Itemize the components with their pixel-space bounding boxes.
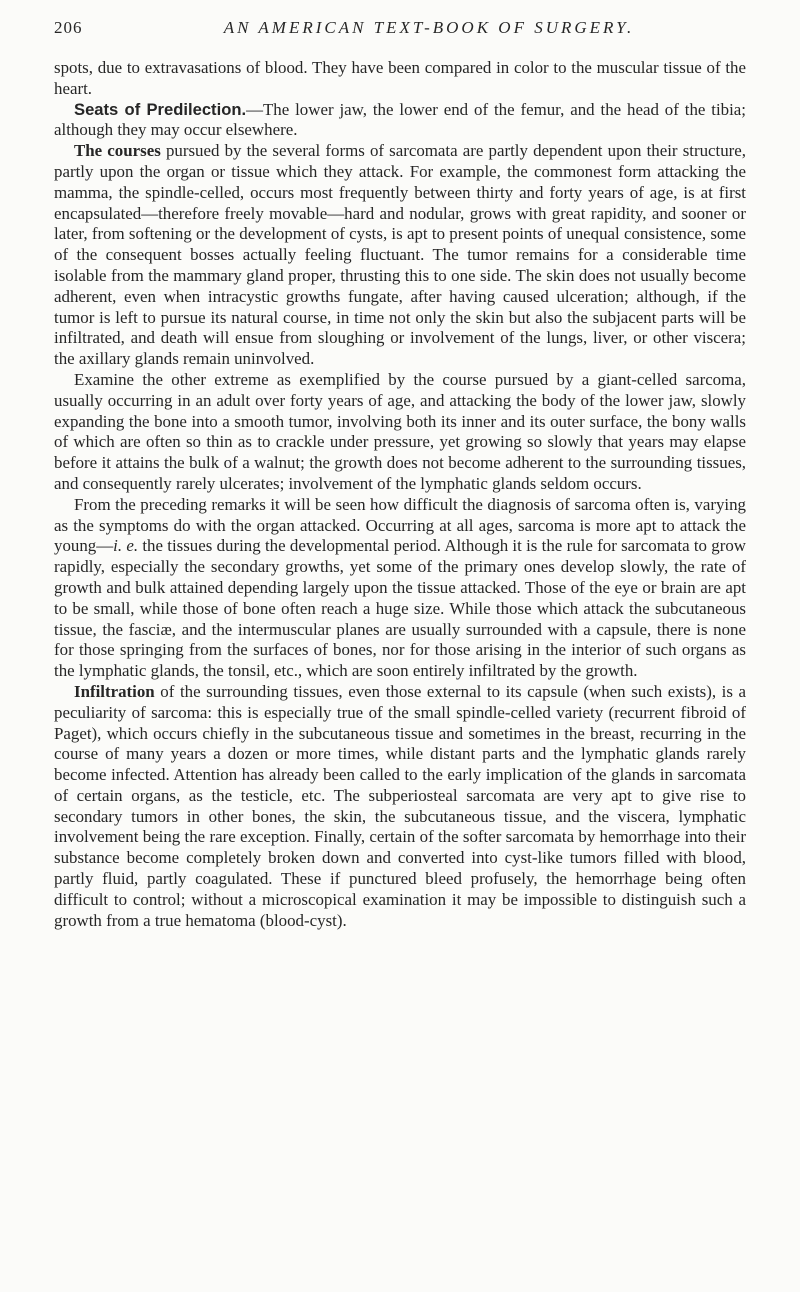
body-text — [54, 58, 746, 931]
italic-abbreviation: i. e. — [113, 536, 139, 556]
section-heading: Seats of Predilection. — [74, 99, 247, 119]
paragraph — [54, 495, 746, 682]
page-header — [54, 18, 746, 48]
paragraph — [54, 100, 746, 142]
paragraph — [54, 58, 746, 100]
paragraph — [54, 141, 746, 370]
page-number: 206 — [54, 18, 83, 37]
run-in-heading: The courses — [74, 141, 161, 161]
running-head: AN AMERICAN TEXT-BOOK OF SURGERY. — [223, 18, 635, 37]
paragraph — [54, 370, 746, 495]
run-in-heading: Infiltration — [74, 681, 155, 701]
paragraph-text: Examine the other extreme as exemplified by the course pursued by a giant-celled sarcoma, usually occurring in an adult over forty years of age, and attacking the body of the lower jaw, slowly expanding the bone into a smooth tumor, involving both its inner and its outer surface, the bony walls of which are often so thin as to crackle under pressure, yet growing so slowly that years may elapse before it attains the bulk of a walnut; the growth does not become adherent to the surrounding tissues, and consequently rarely ulcerates; involvement of the lymphatic glands seldom occurs. — [54, 369, 746, 493]
paragraph-text: pursued by the several forms of sarcomata are partly dependent upon their structure, partly upon the organ or tissue which they attack. For example, the commonest form attacking the mamma, the spindle-celled, occurs most frequently between thirty and forty years of age, is at first encapsulated—therefore freely movable—hard and nodular, grows with great rapidity, and sooner or later, from softening or the development of cysts, is apt to present points of unequal consistence, some of the consequent bosses actually feeling fluctuant. The tumor remains for a considerable time isolable from the mammary gland proper, thrusting this to one side. The skin does not usually become adherent, even when intracystic growths fungate, after having caused ulceration; although, if the tumor is left to pursue its natural course, in time not only the skin but also the subjacent parts will be infiltrated, and death will ensue from sloughing or involvement of the lungs, liver, or other viscera; the axillary glands remain uninvolved. — [54, 141, 747, 369]
paragraph-text: of the surrounding tissues, even those external to its capsule (when such exists), is a peculiarity of sarcoma: this is especially true of the small spindle-celled variety (recurrent fibroid of Paget), which occurs chiefly in the subcutaneous tissue and sometimes in the breast, recurring in the course of many years a dozen or more times, while distant parts and the lymphatic glands rarely become infected. Attention has already been called to the early implication of the glands in sarcomata of certain organs, as the testicle, etc. The subperiosteal sarcomata are very apt to give rise to secondary tumors in other bones, the skin, the subcutaneous tissue, and the viscera, lymphatic involvement being the rare exception. Finally, certain of the softer sarcomata by hemorrhage into their substance become completely broken down and converted into cyst-like tumors filled with blood, partly fluid, partly coagulated. These if punctured bleed profusely, the hemorrhage being often difficult to control; without a microscopical examination it may be impossible to distinguish such a growth from a true hematoma (blood-cyst). — [54, 681, 746, 930]
paragraph — [54, 682, 746, 932]
paragraph-text: spots, due to extravasations of blood. They have been compared in color to the muscular tissue of the heart. — [54, 58, 746, 98]
paragraph-text: —The lower jaw, the lower end of the femur, and the head of the tibia; although they may occur elsewhere. — [54, 99, 746, 140]
paragraph-text: From the preceding remarks it will be seen how difficult the diagnosis of sarcoma often is, varying as the symptoms do with the organ attacked. Occurring at all ages, sarcoma is more apt to attack the young— — [54, 494, 746, 556]
paragraph-text: the tissues during the developmental period. Although it is the rule for sarcomata to grow rapidly, especially the secondary growths, yet some of the primary ones develop slowly, the rate of growth and bulk attained depending largely upon the tissue attacked. Those of the eye or brain are apt to be small, while those of bone often reach a huge size. While those which attack the subcutaneous tissue, the fasciæ, and the intermuscular planes are usually surrounded with a capsule, there is none for those springing from the surfaces of bones, nor for those arising in the interior of such organs as the lymphatic glands, the tonsil, etc., which are soon entirely infiltrated by the growth. — [54, 536, 746, 681]
